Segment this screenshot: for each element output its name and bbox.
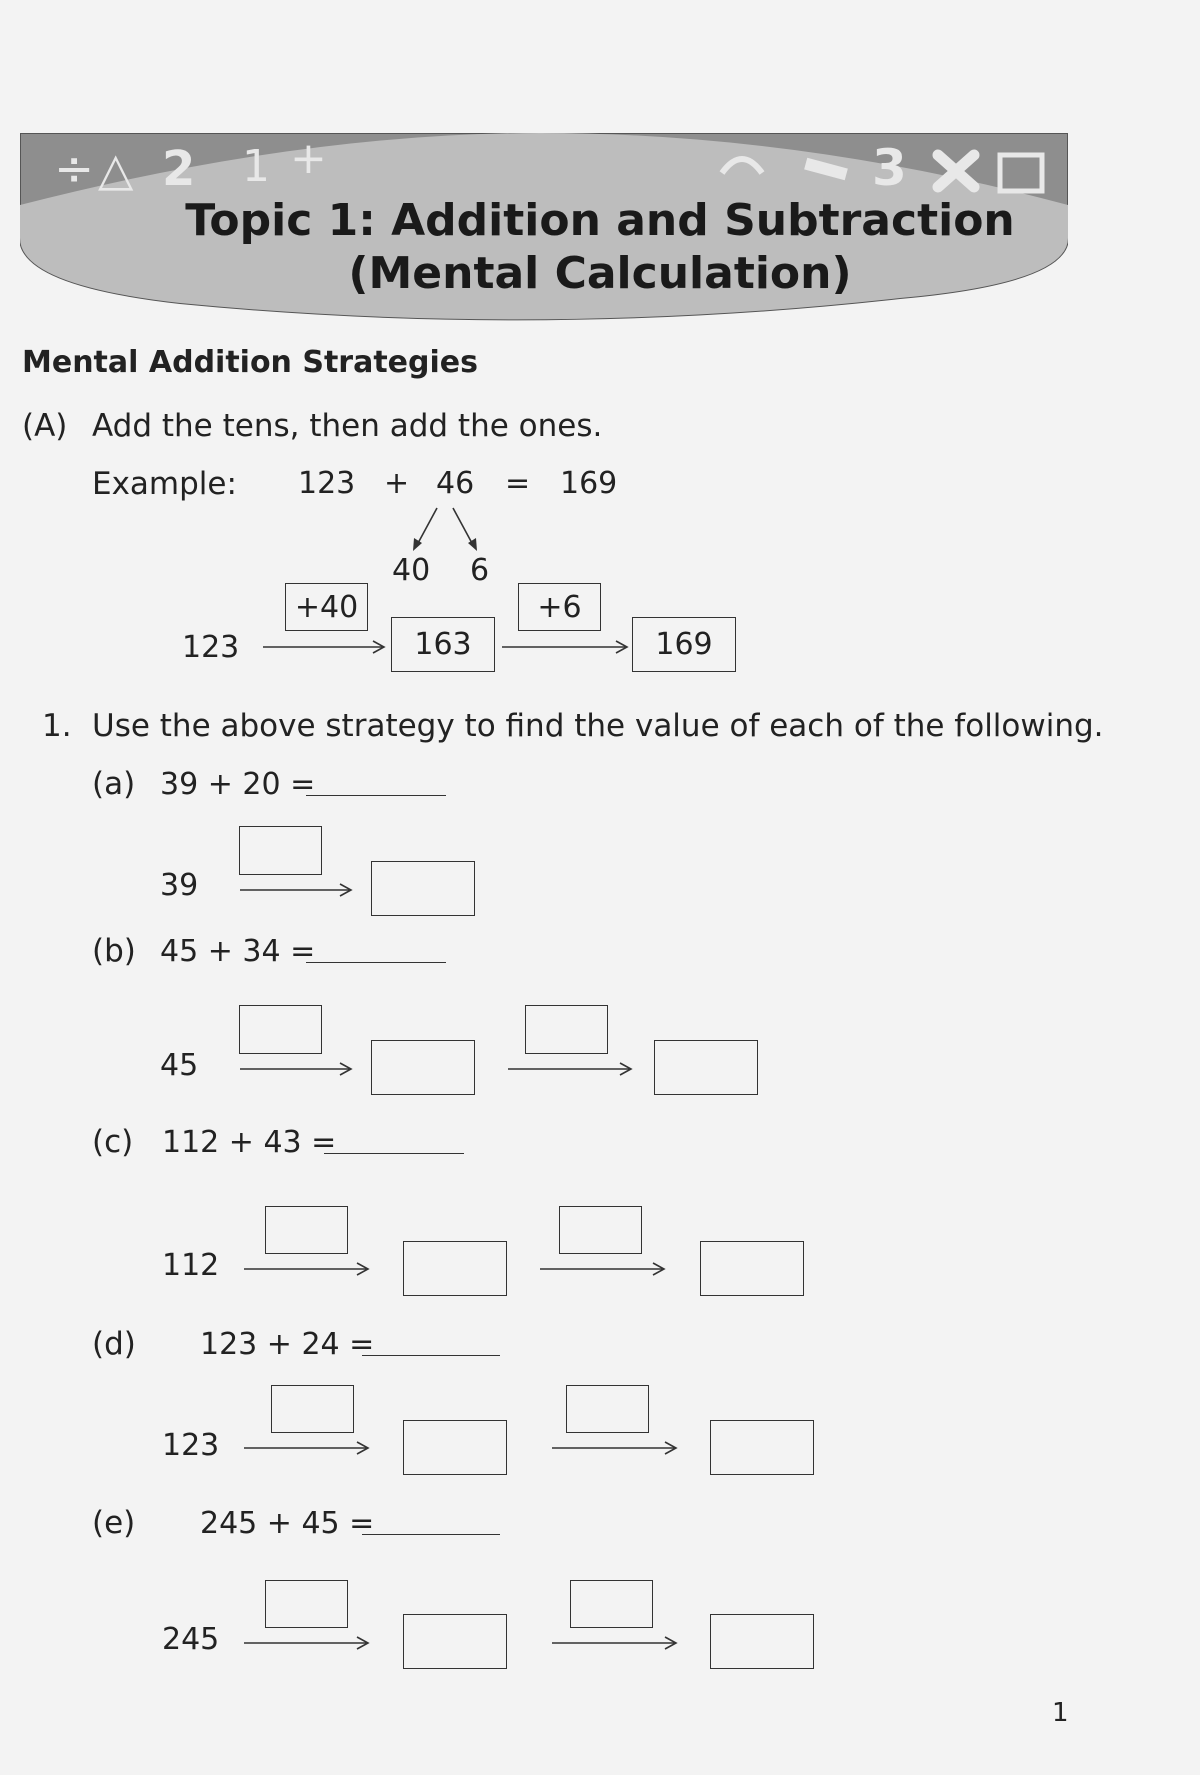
example-addend-b: 46 — [436, 466, 475, 501]
part-c-answer-blank[interactable] — [324, 1153, 464, 1154]
part-b-answer-blank[interactable] — [306, 962, 446, 963]
part-a-step1-box[interactable] — [239, 826, 322, 875]
part-b-arrow-1 — [240, 1062, 370, 1076]
plus-icon: + — [290, 133, 327, 184]
part-c-result-box[interactable] — [403, 1241, 507, 1296]
part-e-step1-box[interactable] — [265, 1580, 348, 1628]
part-e-result-box[interactable] — [403, 1614, 507, 1669]
part-d-expression: 123 + 24 = — [200, 1327, 375, 1362]
part-b-label: (b) — [92, 933, 136, 969]
triangle-icon: △ — [98, 142, 134, 196]
part-b-step1-box[interactable] — [239, 1005, 322, 1054]
part-c-label: (c) — [92, 1124, 134, 1160]
part-c-start: 112 — [162, 1248, 220, 1283]
part-d-result-box-2[interactable] — [710, 1420, 814, 1475]
part-b-expression: 45 + 34 = — [160, 934, 316, 969]
page-number: 1 — [1052, 1698, 1069, 1728]
part-d-arrow-2 — [552, 1441, 682, 1455]
part-d-step1-box[interactable] — [271, 1385, 354, 1433]
part-c-result-box-2[interactable] — [700, 1241, 804, 1296]
topic-title-line-2: (Mental Calculation) — [348, 248, 852, 299]
part-e-start: 245 — [162, 1622, 220, 1657]
three-symbol: 3 — [872, 139, 907, 197]
part-c-step2-box[interactable] — [559, 1206, 642, 1254]
part-e-result-box-2[interactable] — [710, 1614, 814, 1669]
part-a-answer-blank[interactable] — [306, 795, 446, 796]
two-symbol: 2 — [162, 141, 196, 197]
example-equals: = — [505, 466, 531, 501]
example-plus: + — [384, 466, 410, 501]
question-number: 1. — [42, 708, 72, 744]
part-e-label: (e) — [92, 1505, 136, 1541]
example-arrow-1 — [263, 640, 393, 654]
part-e-answer-blank[interactable] — [362, 1534, 500, 1535]
split-arrows — [405, 505, 495, 555]
topic-title-line-1: Topic 1: Addition and Subtraction — [185, 195, 1015, 246]
example-arrow-2 — [502, 640, 632, 654]
example-result: 169 — [560, 466, 618, 501]
part-d-arrow-1 — [244, 1441, 374, 1455]
split-tens: 40 — [392, 553, 431, 588]
example-step1-label-box: +40 — [285, 583, 368, 631]
part-b-arrow-2 — [508, 1062, 638, 1076]
part-e-expression: 245 + 45 = — [200, 1506, 375, 1541]
part-c-arrow-1 — [244, 1262, 374, 1276]
part-d-start: 123 — [162, 1428, 220, 1463]
part-e-step2-box[interactable] — [570, 1580, 653, 1628]
example-step2-result-box: 169 — [632, 617, 736, 672]
part-b-result-box[interactable] — [371, 1040, 475, 1095]
part-d-step2-box[interactable] — [566, 1385, 649, 1433]
example-step1-result-box: 163 — [391, 617, 495, 672]
part-e-arrow-1 — [244, 1636, 374, 1650]
example-label: Example: — [92, 466, 237, 502]
example-start: 123 — [182, 630, 240, 665]
part-e-arrow-2 — [552, 1636, 682, 1650]
part-a-label: (a) — [92, 766, 136, 802]
one-symbol: 1 — [242, 141, 270, 192]
part-d-result-box[interactable] — [403, 1420, 507, 1475]
part-c-expression: 112 + 43 = — [162, 1125, 337, 1160]
part-a-result-box[interactable] — [371, 861, 475, 916]
question-text: Use the above strategy to find the value of each of the following. — [92, 708, 1104, 744]
example-addend-a: 123 — [298, 466, 356, 501]
part-d-answer-blank[interactable] — [362, 1355, 500, 1356]
part-d-label: (d) — [92, 1326, 136, 1362]
example-step2-label-box: +6 — [518, 583, 601, 631]
divide-icon: ÷ — [54, 141, 95, 197]
part-c-step1-box[interactable] — [265, 1206, 348, 1254]
part-a-arrow-1 — [240, 883, 370, 897]
part-a-start: 39 — [160, 868, 199, 903]
part-a-expression: 39 + 20 = — [160, 767, 316, 802]
section-title: Mental Addition Strategies — [22, 345, 478, 380]
part-b-step2-box[interactable] — [525, 1005, 608, 1054]
part-b-result-box-2[interactable] — [654, 1040, 758, 1095]
split-ones: 6 — [470, 553, 490, 588]
strategy-label: (A) — [22, 408, 68, 444]
part-c-arrow-2 — [540, 1262, 670, 1276]
part-b-start: 45 — [160, 1048, 199, 1083]
strategy-text: Add the tens, then add the ones. — [92, 408, 603, 444]
